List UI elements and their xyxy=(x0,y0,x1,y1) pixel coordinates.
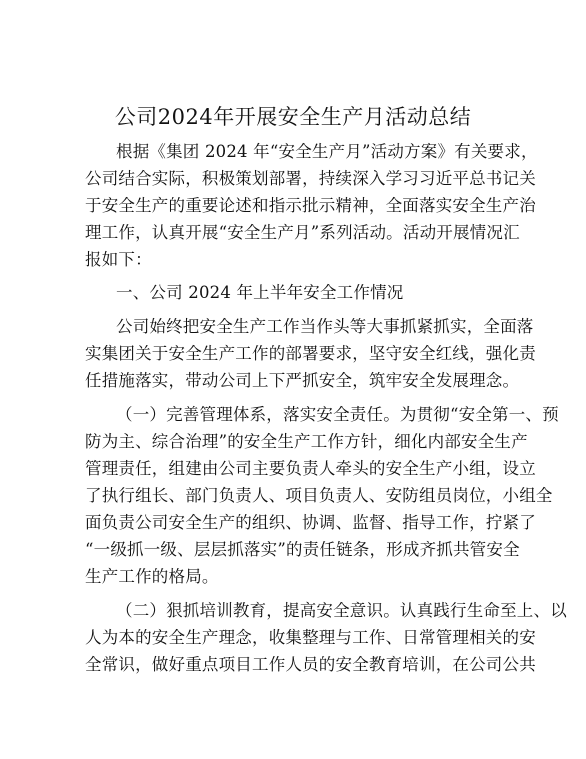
subsection-1-line-5: 面负责公司安全生产的组织、协调、监督、指导工作，拧紧了 xyxy=(85,513,536,532)
section-1-line-2: 实集团关于安全生产工作的部署要求，坚守安全红线，强化责 xyxy=(85,344,536,363)
subsection-1-line-7: 生产工作的格局。 xyxy=(85,567,219,586)
subsection-2-line-1: （二）狠抓培训教育，提高安全意识。认真践行生命至上、以 xyxy=(116,601,567,620)
subsection-1-line-3: 管理责任，组建由公司主要负责人牵头的安全生产小组，设立 xyxy=(85,459,536,478)
subsection-2-line-3: 全常识，做好重点项目工作人员的安全教育培训，在公司公共 xyxy=(85,655,536,674)
intro-line-1: 根据《集团 2024 年“安全生产月”活动方案》有关要求， xyxy=(116,142,538,161)
intro-line-4: 理工作，认真开展“安全生产月”系列活动。活动开展情况汇 xyxy=(85,223,520,242)
subsection-1-line-1: （一）完善管理体系，落实安全责任。为贯彻“安全第一、预 xyxy=(116,405,559,424)
section-1-heading: 一、公司 2024 年上半年安全工作情况 xyxy=(116,283,404,302)
subsection-2-line-2: 人为本的安全生产理念，收集整理与工作、日常管理相关的安 xyxy=(85,628,536,647)
intro-line-5: 报如下： xyxy=(85,250,152,269)
subsection-1-line-4: 了执行组长、部门负责人、项目负责人、安防组员岗位，小组全 xyxy=(85,486,553,505)
subsection-1-line-2: 防为主、综合治理”的安全生产工作方针，细化内部安全生产 xyxy=(85,432,528,451)
section-1-line-3: 任措施落实，带动公司上下严抓安全，筑牢安全发展理念。 xyxy=(85,371,520,390)
section-1-line-1: 公司始终把安全生产工作当作头等大事抓紧抓实，全面落 xyxy=(116,317,534,336)
intro-line-2: 公司结合实际，积极策划部署，持续深入学习习近平总书记关 xyxy=(85,169,536,188)
intro-line-3: 于安全生产的重要论述和指示批示精神，全面落实安全生产治 xyxy=(85,196,536,215)
subsection-1-line-6: “一级抓一级、层层抓落实”的责任链条，形成齐抓共管安全 xyxy=(85,540,520,559)
document-title: 公司2024年开展安全生产月活动总结 xyxy=(114,105,472,129)
